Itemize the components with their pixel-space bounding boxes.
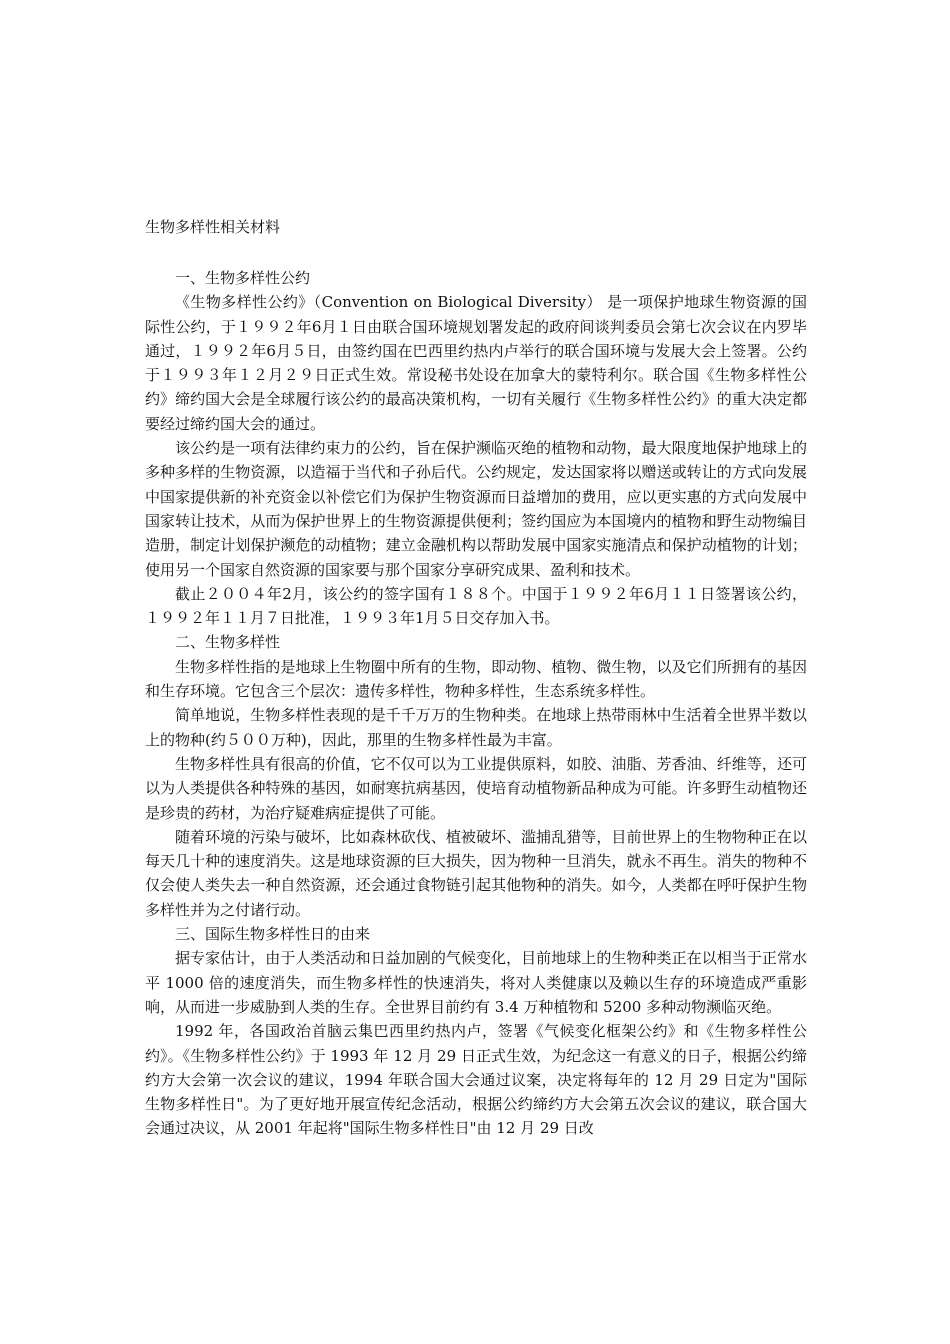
section-1-heading: 一、生物多样性公约	[175, 269, 311, 287]
section-3-heading: 三、国际生物多样性日的由来	[175, 925, 371, 944]
section-3-paragraph-1: 据专家估计，由于人类活动和日益加剧的气候变化，目前地球上的生物种类正在以相当于正常水平 1000 倍的速度消失，而生物多样性的快速消失，将对人类健康以及赖以生存的环境造成严重影响，从而进一步威胁到人类的生存。全世界目前约有 3.4 万种植物和 5200 多种动物濒临灭绝。	[145, 949, 807, 1016]
section-2-heading: 二、生物多样性	[175, 633, 281, 652]
section-1-paragraph-2: 该公约是一项有法律约束力的公约，旨在保护濒临灭绝的植物和动物，最大限度地保护地球上的多种多样的生物资源，以造福于当代和子孙后代。公约规定，发达国家将以赠送或转让的方式向发展中国家提供新的补充资金以补偿它们为保护生物资源而日益增加的费用，应以更实惠的方式向发展中国家转让技术，从而为保护世界上的生物资源提供便利；签约国应为本国境内的植物和野生动物编目造册，制定计划保护濒危的动植物；建立金融机构以帮助发展中国家实施清点和保护动植物的计划；使用另一个国家自然资源的国家要与那个国家分享研究成果、盈利和技术。	[145, 439, 807, 579]
section-2-paragraph-4: 随着环境的污染与破坏，比如森林砍伐、植被破坏、滥捕乱猎等，目前世界上的生物物种正在以每天几十种的速度消失。这是地球资源的巨大损失，因为物种一旦消失，就永不再生。消失的物种不仅会使人类失去一种自然资源，还会通过食物链引起其他物种的消失。如今，人类都在呼吁保护生物多样性并为之付诸行动。	[145, 827, 807, 919]
section-2-paragraph-2: 简单地说，生物多样性表现的是千千万万的生物种类。在地球上热带雨林中生活着全世界半数以上的物种(约５００万种)，因此，那里的生物多样性最为丰富。	[145, 706, 807, 749]
section-1-paragraph-1: 《生物多样性公约》（Convention on Biological Diversity） 是一项保护地球生物资源的国际性公约，于１９９２年6月１日由联合国环境规划署发起的政府间谈判委员会第七次会议在内罗毕通过，１９９２年6月５日，由签约国在巴西里约热内卢举行的联合国环境与发展大会上签署。公约于１９９３年１２月２９日正式生效。常设秘书处设在加拿大的蒙特利尔。联合国《生物多样性公约》缔约国大会是全球履行该公约的最高决策机构，一切有关履行《生物多样性公约》的重大决定都要经过缔约国大会的通过。	[145, 293, 807, 433]
document-page	[145, 214, 807, 1141]
section-2-paragraph-3: 生物多样性具有很高的价值，它不仅可以为工业提供原料，如胶、油脂、芳香油、纤维等，还可以为人类提供各种特殊的基因，如耐寒抗病基因，使培育动植物新品种成为可能。许多野生动植物还是珍贵的药材，为治疗疑难病症提供了可能。	[145, 754, 807, 822]
document-title: 生物多样性相关材料	[145, 218, 281, 236]
section-1-paragraph-3: 截止２００４年2月，该公约的签字国有１８８个。中国于１９９２年6月１１日签署该公约，１９９２年１１月７日批准，１９９３年1月５日交存加入书。	[145, 584, 807, 628]
section-3-paragraph-2: 1992 年，各国政治首脑云集巴西里约热内卢，签署《气候变化框架公约》和《生物多样性公约》。《生物多样性公约》于 1993 年 12 月 29 日正式生效，为纪念这一有意义的日子，根据公约缔约方大会第一次会议的建议，1994 年联合国大会通过议案，决定将每年的 12 月 29 日定为"国际生物多样性日"。为了更好地开展宣传纪念活动，根据公约缔约方大会第五次会议的建议，联合国大会通过决议，从 2001 年起将"国际生物多样性日"由 12 月 29 日改	[145, 1022, 807, 1138]
section-2-paragraph-1: 生物多样性指的是地球上生物圈中所有的生物，即动物、植物、微生物，以及它们所拥有的基因和生存环境。它包含三个层次：遗传多样性，物种多样性，生态系统多样性。	[145, 657, 807, 701]
document-body	[145, 266, 807, 1141]
